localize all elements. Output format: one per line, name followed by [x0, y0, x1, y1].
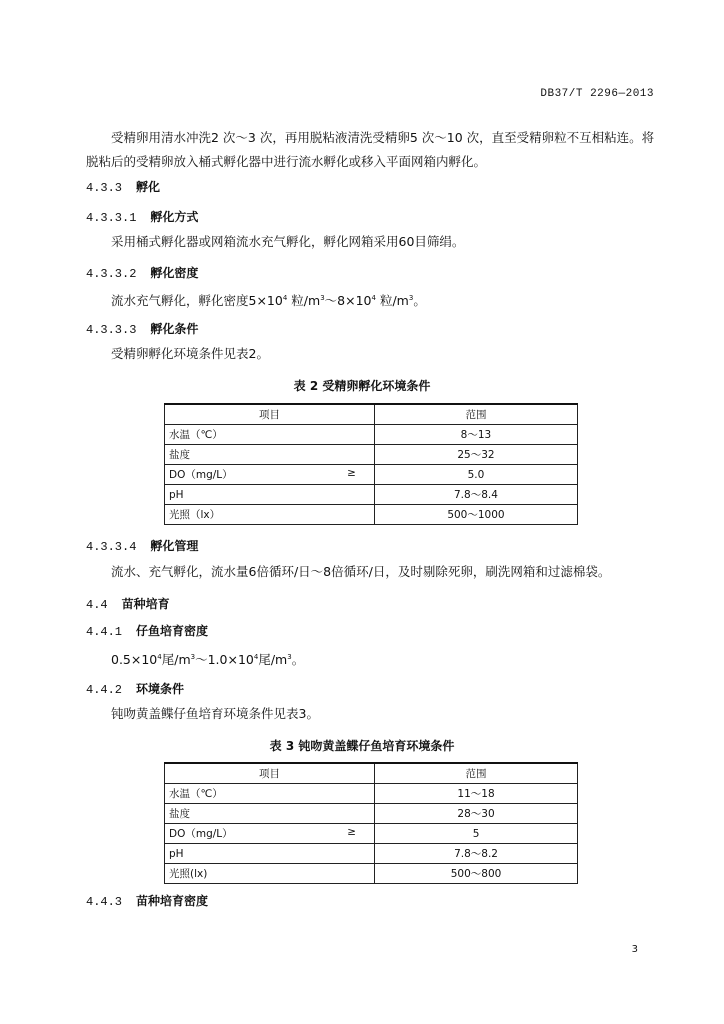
item-text: 盐度 [169, 808, 190, 820]
cell-item [165, 844, 375, 864]
heading-title: 孵化方式 [150, 210, 199, 224]
heading-number: 4.4 [86, 598, 108, 612]
cell-range: 11～18 [375, 784, 578, 804]
heading-number: 4.3.3 [86, 181, 123, 195]
text-run: 尾/m [258, 652, 288, 667]
cell-range: 8～13 [374, 425, 577, 445]
text-run: 。 [413, 293, 426, 308]
heading-number: 4.3.3.2 [86, 267, 137, 281]
item-text: 盐度 [169, 449, 190, 461]
page-number: 3 [631, 944, 638, 955]
table-row [165, 485, 578, 505]
text-run: 0.5×10 [111, 652, 158, 667]
item-text: 光照(lx) [169, 868, 208, 880]
cell-item [165, 824, 375, 844]
heading-4-4-1 [86, 622, 208, 639]
table-row [165, 445, 578, 465]
cell-range: 5.0 [374, 465, 577, 485]
heading-title: 孵化 [136, 180, 161, 194]
table-row [165, 505, 578, 525]
table-3 [164, 762, 578, 884]
cell-item [165, 485, 375, 505]
cell-range: 500～800 [375, 864, 578, 884]
item-text: DO（mg/L） [169, 828, 233, 840]
text-run: 粒/m [375, 293, 409, 308]
heading-title: 孵化条件 [150, 322, 199, 336]
document-code: DB37/T 2296—2013 [540, 88, 654, 100]
table-row [165, 824, 578, 844]
heading-title: 仔鱼培育密度 [136, 624, 209, 638]
heading-number: 4.3.3.4 [86, 540, 137, 554]
heading-4-4 [86, 595, 170, 612]
column-header-item: 项目 [165, 404, 375, 425]
table-row [165, 864, 578, 884]
table-3-caption: 表 3 钝吻黄盖鲽仔鱼培育环境条件 [269, 739, 455, 753]
superscript: 4 [371, 294, 376, 302]
paragraph-hatching-density [86, 286, 666, 313]
heading-number: 4.4.1 [86, 625, 123, 639]
heading-4-3-3-2 [86, 264, 198, 281]
table-2 [164, 403, 578, 525]
text-run: 。 [291, 652, 305, 667]
text-run: 粒/m [287, 293, 321, 308]
superscript: 4 [157, 653, 162, 661]
superscript: 4 [253, 653, 259, 661]
cell-range: 500～1000 [374, 505, 577, 525]
table-2-caption: 表 2 受精卵孵化环境条件 [293, 379, 431, 393]
table-row [165, 844, 578, 864]
table-row [165, 784, 578, 804]
table-row [165, 465, 578, 485]
cell-item [165, 465, 375, 485]
heading-4-3-3-3 [86, 320, 198, 337]
table-row [165, 425, 578, 445]
cell-item [165, 804, 375, 824]
cell-range: 25～32 [374, 445, 577, 465]
cell-item [165, 425, 375, 445]
heading-number: 4.3.3.1 [86, 211, 137, 225]
text-run: 尾/m [161, 652, 191, 667]
heading-4-3-3 [86, 178, 160, 195]
paragraph-hatching-method: 采用桶式孵化器或网箱流水充气孵化，孵化网箱采用60目筛绢。 [111, 234, 465, 249]
heading-title: 环境条件 [136, 682, 185, 696]
item-text: pH [169, 847, 184, 860]
item-text: 光照（lx） [169, 509, 221, 521]
cell-range: 7.8～8.4 [374, 485, 577, 505]
cell-range: 5 [375, 824, 578, 844]
item-text: 水温（℃） [169, 788, 223, 800]
heading-number: 4.4.3 [86, 895, 123, 909]
text-run: ～1.0×10 [195, 652, 254, 667]
heading-4-3-3-1 [86, 208, 198, 225]
column-header-item: 项目 [165, 763, 375, 784]
heading-4-4-2 [86, 680, 184, 697]
cell-item [165, 505, 375, 525]
heading-title: 孵化密度 [150, 266, 199, 280]
column-header-range: 范围 [375, 763, 578, 784]
paragraph-environment-conditions: 钝吻黄盖鲽仔鱼培育环境条件见表3。 [111, 706, 319, 721]
heading-number: 4.3.3.3 [86, 323, 137, 337]
column-header-range: 范围 [374, 404, 577, 425]
superscript: 3 [320, 294, 325, 302]
heading-title: 苗种培育 [121, 597, 170, 611]
paragraph-egg-rinsing: 受精卵用清水冲洗2 次～3 次，再用脱粘液清洗受精卵5 次～10 次，直至受精卵粒不互相粘连。将脱粘后的受精卵放入桶式孵化器中进行流水孵化或移入平面网箱内孵化。 [86, 130, 655, 169]
heading-number: 4.4.2 [86, 683, 123, 697]
paragraph-hatching-conditions: 受精卵孵化环境条件见表2。 [111, 346, 269, 361]
superscript: 3 [408, 294, 414, 302]
item-text: pH [169, 488, 184, 501]
item-text: 水温（℃） [169, 429, 223, 441]
cell-range: 28～30 [375, 804, 578, 824]
ge-symbol: ≥ [347, 467, 356, 479]
table-header-row [165, 763, 578, 784]
text-run: ～8×10 [324, 293, 372, 308]
heading-title: 苗种培育密度 [136, 894, 209, 908]
text-run: 流水充气孵化，孵化密度5×10 [111, 293, 283, 308]
heading-4-4-3 [86, 892, 208, 909]
cell-range: 7.8～8.2 [375, 844, 578, 864]
cell-item [165, 445, 375, 465]
item-text: DO（mg/L） [169, 469, 233, 481]
cell-item [165, 864, 375, 884]
paragraph-larvae-density [86, 645, 666, 672]
paragraph-hatching-management: 流水、充气孵化，流水量6倍循环/日～8倍循环/日，及时剔除死卵，刷洗网箱和过滤棉袋。 [111, 564, 611, 579]
superscript: 3 [190, 653, 196, 661]
ge-symbol: ≥ [347, 826, 357, 838]
superscript: 4 [282, 294, 288, 302]
superscript: 3 [287, 653, 292, 661]
cell-item [165, 784, 375, 804]
table-header-row [165, 404, 578, 425]
heading-title: 孵化管理 [150, 539, 199, 553]
table-row [165, 804, 578, 824]
heading-4-3-3-4 [86, 537, 198, 554]
